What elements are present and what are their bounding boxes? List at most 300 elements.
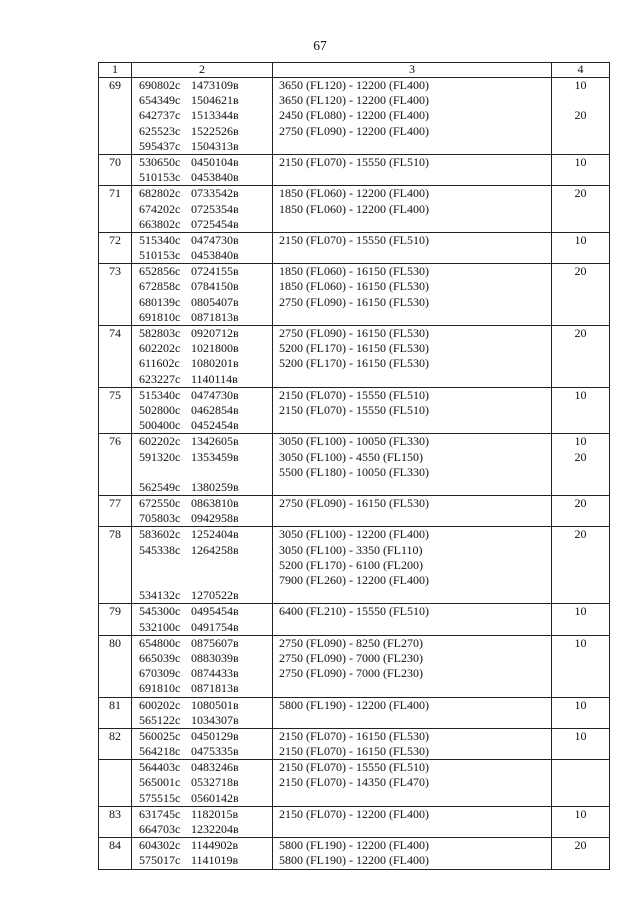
altitude-range: 3050 (FL100) - 12200 (FL400) bbox=[279, 527, 429, 542]
altitude-range-cell bbox=[273, 154, 552, 185]
longitude: 0871813в bbox=[191, 681, 239, 696]
table-body bbox=[99, 78, 610, 870]
longitude: 1504621в bbox=[191, 93, 239, 108]
altitude-range-cell bbox=[273, 326, 552, 388]
coordinate-line bbox=[132, 496, 272, 511]
longitude: 1380259в bbox=[191, 479, 239, 494]
altitude-range-cell bbox=[273, 434, 552, 496]
row-number: 81 bbox=[109, 697, 121, 712]
value: 10 bbox=[574, 434, 587, 449]
coordinate-line bbox=[132, 666, 272, 681]
row-number: 80 bbox=[109, 635, 121, 650]
value: 10 bbox=[574, 232, 587, 247]
latitude: 623227с bbox=[139, 371, 181, 386]
value: 10 bbox=[574, 728, 587, 743]
value-cell bbox=[552, 232, 610, 263]
longitude: 0453840в bbox=[191, 170, 239, 185]
coordinates-cell bbox=[132, 604, 273, 635]
coordinate-line bbox=[132, 341, 272, 356]
row-number-cell bbox=[99, 496, 132, 527]
row-number-cell bbox=[99, 78, 132, 155]
value-cell bbox=[552, 527, 610, 604]
table-row bbox=[99, 78, 610, 155]
table-row bbox=[99, 186, 610, 233]
altitude-range: 2750 (FL090) - 7000 (FL230) bbox=[279, 650, 423, 665]
altitude-range: 2150 (FL070) - 16150 (FL530) bbox=[279, 728, 429, 743]
latitude: 672858с bbox=[139, 279, 181, 294]
latitude: 564403с bbox=[139, 760, 181, 775]
row-number-cell bbox=[99, 387, 132, 434]
value-cell bbox=[552, 806, 610, 837]
altitude-range-cell bbox=[273, 604, 552, 635]
latitude: 560025с bbox=[139, 728, 181, 743]
value: 20 bbox=[574, 838, 587, 853]
row-number: 71 bbox=[109, 186, 121, 201]
value-cell bbox=[552, 387, 610, 434]
table-row bbox=[99, 232, 610, 263]
latitude: 625523с bbox=[139, 123, 181, 138]
altitude-range-cell bbox=[273, 387, 552, 434]
value-cell bbox=[552, 264, 610, 326]
altitude-range: 6400 (FL210) - 15550 (FL510) bbox=[279, 604, 429, 619]
altitude-range: 5200 (FL170) - 6100 (FL200) bbox=[279, 557, 423, 572]
latitude: 534132с bbox=[139, 588, 181, 603]
latitude: 532100с bbox=[139, 619, 181, 634]
longitude: 0495454в bbox=[191, 604, 239, 619]
value: 10 bbox=[574, 78, 587, 92]
header-col-4: 4 bbox=[552, 63, 610, 78]
altitude-range: 2150 (FL070) - 14350 (FL470) bbox=[279, 775, 429, 790]
latitude: 631745с bbox=[139, 806, 181, 821]
latitude: 545338с bbox=[139, 542, 181, 557]
value: 10 bbox=[574, 635, 587, 650]
latitude: 502800с bbox=[139, 402, 181, 417]
coordinate-line bbox=[132, 681, 272, 696]
coordinates-cell bbox=[132, 728, 273, 759]
row-number: 83 bbox=[109, 806, 121, 821]
longitude: 0883039в bbox=[191, 650, 239, 665]
table-row bbox=[99, 728, 610, 759]
coordinate-line bbox=[132, 356, 272, 371]
row-number-cell bbox=[99, 728, 132, 759]
longitude: 1080501в bbox=[191, 697, 239, 712]
row-number-cell bbox=[99, 697, 132, 728]
altitude-range-cell bbox=[273, 728, 552, 759]
value: 20 bbox=[574, 186, 587, 201]
coordinate-line bbox=[132, 264, 272, 279]
coordinate-line bbox=[132, 807, 272, 822]
altitude-range-cell bbox=[273, 78, 552, 155]
value: 10 bbox=[574, 604, 587, 619]
coordinate-line bbox=[132, 791, 272, 806]
value: 10 bbox=[574, 387, 587, 402]
coordinate-line bbox=[132, 155, 272, 170]
altitude-range: 2150 (FL070) - 15550 (FL510) bbox=[279, 154, 429, 169]
coordinates-cell bbox=[132, 697, 273, 728]
longitude: 1264258в bbox=[191, 542, 239, 557]
latitude: 500400с bbox=[139, 418, 181, 433]
altitude-range: 5500 (FL180) - 10050 (FL330) bbox=[279, 464, 429, 479]
value: 20 bbox=[574, 527, 587, 542]
altitude-range-cell bbox=[273, 760, 552, 807]
coordinate-line bbox=[132, 124, 272, 139]
row-number bbox=[99, 760, 131, 775]
latitude: 565001с bbox=[139, 775, 181, 790]
longitude: 0874433в bbox=[191, 666, 239, 681]
latitude: 642737с bbox=[139, 108, 181, 123]
longitude: 0450129в bbox=[191, 728, 239, 743]
coordinates-cell bbox=[132, 838, 273, 869]
longitude: 0733542в bbox=[191, 186, 239, 201]
coordinate-line bbox=[132, 310, 272, 325]
row-number: 78 bbox=[109, 527, 121, 542]
row-number-cell bbox=[99, 186, 132, 233]
longitude: 0450104в bbox=[191, 154, 239, 169]
longitude: 0863810в bbox=[191, 496, 239, 511]
value-cell bbox=[552, 697, 610, 728]
altitude-range: 2150 (FL070) - 16150 (FL530) bbox=[279, 744, 429, 759]
altitude-range: 1850 (FL060) - 16150 (FL530) bbox=[279, 264, 429, 279]
coordinate-line bbox=[132, 372, 272, 387]
altitude-range: 5800 (FL190) - 12200 (FL400) bbox=[279, 838, 429, 853]
longitude: 0462854в bbox=[191, 402, 239, 417]
value-cell bbox=[552, 604, 610, 635]
altitude-range: 5200 (FL170) - 16150 (FL530) bbox=[279, 341, 429, 356]
coordinate-line bbox=[132, 822, 272, 837]
altitude-range: 2150 (FL070) - 15550 (FL510) bbox=[279, 402, 429, 417]
coordinate-line bbox=[132, 108, 272, 123]
latitude: 583602с bbox=[139, 527, 181, 542]
coordinates-cell bbox=[132, 434, 273, 496]
altitude-range: 1850 (FL060) - 12200 (FL400) bbox=[279, 201, 429, 216]
header-col-1: 1 bbox=[99, 63, 132, 78]
value-cell bbox=[552, 635, 610, 697]
coordinate-line bbox=[132, 295, 272, 310]
longitude: 1021800в bbox=[191, 341, 239, 356]
longitude: 0805407в bbox=[191, 294, 239, 309]
coordinates-cell bbox=[132, 760, 273, 807]
longitude: 0491754в bbox=[191, 619, 239, 634]
row-number: 69 bbox=[109, 78, 121, 92]
longitude: 1522526в bbox=[191, 123, 239, 138]
row-number-cell bbox=[99, 264, 132, 326]
row-number: 82 bbox=[109, 728, 121, 743]
latitude: 530650с bbox=[139, 154, 181, 169]
latitude: 652856с bbox=[139, 264, 181, 279]
value-cell bbox=[552, 326, 610, 388]
latitude: 654349с bbox=[139, 93, 181, 108]
coordinate-line bbox=[132, 511, 272, 526]
coordinate-line bbox=[132, 217, 272, 232]
coordinate-line bbox=[132, 434, 272, 449]
altitude-range: 3050 (FL100) - 10050 (FL330) bbox=[279, 434, 429, 449]
altitude-range: 2150 (FL070) - 15550 (FL510) bbox=[279, 232, 429, 247]
altitude-range: 5800 (FL190) - 12200 (FL400) bbox=[279, 853, 429, 868]
row-number-cell bbox=[99, 154, 132, 185]
longitude: 1034307в bbox=[191, 712, 239, 727]
coordinate-line bbox=[132, 403, 272, 418]
longitude: 0483246в bbox=[191, 760, 239, 775]
altitude-range: 2750 (FL090) - 16150 (FL530) bbox=[279, 326, 429, 340]
row-number: 75 bbox=[109, 387, 121, 402]
table-row bbox=[99, 387, 610, 434]
row-number-cell bbox=[99, 635, 132, 697]
value: 20 bbox=[574, 108, 587, 123]
latitude: 670309с bbox=[139, 666, 181, 681]
latitude: 654800с bbox=[139, 635, 181, 650]
coordinates-cell bbox=[132, 635, 273, 697]
value-cell bbox=[552, 434, 610, 496]
longitude: 1353459в bbox=[191, 449, 239, 464]
latitude: 515340с bbox=[139, 232, 181, 247]
altitude-range: 3050 (FL100) - 4550 (FL150) bbox=[279, 449, 423, 464]
coordinate-line bbox=[132, 326, 272, 341]
latitude: 680139с bbox=[139, 294, 181, 309]
value: 20 bbox=[574, 264, 587, 279]
coordinates-cell bbox=[132, 264, 273, 326]
longitude: 0724155в bbox=[191, 264, 239, 279]
altitude-range-cell bbox=[273, 635, 552, 697]
longitude: 0871813в bbox=[191, 309, 239, 324]
longitude: 1182015в bbox=[191, 806, 239, 821]
longitude: 1342605в bbox=[191, 434, 239, 449]
value bbox=[552, 93, 609, 108]
row-number: 76 bbox=[109, 434, 121, 449]
latitude: 604302с bbox=[139, 838, 181, 853]
row-number-cell bbox=[99, 434, 132, 496]
altitude-range: 1850 (FL060) - 16150 (FL530) bbox=[279, 279, 429, 294]
altitude-range-cell bbox=[273, 232, 552, 263]
coordinate-line bbox=[132, 186, 272, 201]
longitude: 0453840в bbox=[191, 248, 239, 263]
altitude-range: 2750 (FL090) - 16150 (FL530) bbox=[279, 496, 429, 511]
coordinates-cell bbox=[132, 527, 273, 604]
longitude: 0532718в bbox=[191, 775, 239, 790]
coordinate-line bbox=[132, 588, 272, 603]
coordinate-line bbox=[132, 636, 272, 651]
row-number-cell bbox=[99, 326, 132, 388]
latitude: 510153с bbox=[139, 170, 181, 185]
altitude-range: 3050 (FL100) - 3350 (FL110) bbox=[279, 542, 423, 557]
latitude: 565122с bbox=[139, 712, 181, 727]
latitude: 515340с bbox=[139, 387, 181, 402]
altitude-range: 2150 (FL070) - 15550 (FL510) bbox=[279, 387, 429, 402]
table-row bbox=[99, 154, 610, 185]
table-row bbox=[99, 635, 610, 697]
table-row bbox=[99, 434, 610, 496]
longitude: 1252404в bbox=[191, 527, 239, 542]
longitude: 0725454в bbox=[191, 216, 239, 231]
coordinate-line bbox=[132, 202, 272, 217]
coordinates-cell bbox=[132, 186, 273, 233]
row-number-cell bbox=[99, 232, 132, 263]
latitude: 690802с bbox=[139, 78, 181, 92]
coordinates-cell bbox=[132, 154, 273, 185]
coordinate-line bbox=[132, 838, 272, 853]
coordinate-line bbox=[132, 744, 272, 759]
value-cell bbox=[552, 78, 610, 155]
coordinate-line bbox=[132, 465, 272, 480]
altitude-range: 1850 (FL060) - 12200 (FL400) bbox=[279, 186, 429, 201]
coordinates-cell bbox=[132, 496, 273, 527]
value: 20 bbox=[574, 326, 587, 340]
coordinate-line bbox=[132, 853, 272, 868]
value-cell bbox=[552, 728, 610, 759]
longitude: 0475335в bbox=[191, 744, 239, 759]
row-number: 79 bbox=[109, 604, 121, 619]
altitude-range: 5200 (FL170) - 16150 (FL530) bbox=[279, 356, 429, 371]
coordinate-line bbox=[132, 527, 272, 542]
coordinate-line bbox=[132, 170, 272, 185]
value-cell bbox=[552, 760, 610, 807]
coordinate-line bbox=[132, 713, 272, 728]
coordinate-line bbox=[132, 480, 272, 495]
value bbox=[552, 760, 609, 775]
latitude: 575515с bbox=[139, 790, 181, 805]
value-cell bbox=[552, 154, 610, 185]
latitude: 665039с bbox=[139, 650, 181, 665]
row-number-cell bbox=[99, 760, 132, 807]
altitude-range: 2150 (FL070) - 15550 (FL510) bbox=[279, 760, 429, 775]
longitude: 0784150в bbox=[191, 279, 239, 294]
longitude: 1473109в bbox=[191, 78, 239, 92]
altitude-range: 7900 (FL260) - 12200 (FL400) bbox=[279, 573, 429, 587]
value: 10 bbox=[574, 154, 587, 169]
coordinates-cell bbox=[132, 387, 273, 434]
latitude: 602202с bbox=[139, 341, 181, 356]
longitude: 0474730в bbox=[191, 232, 239, 247]
altitude-range: 3650 (FL120) - 12200 (FL400) bbox=[279, 93, 429, 108]
altitude-range: 2750 (FL090) - 8250 (FL270) bbox=[279, 635, 423, 650]
page-number: 67 bbox=[313, 38, 327, 53]
coordinate-line bbox=[132, 573, 272, 588]
value-cell bbox=[552, 496, 610, 527]
coordinate-line bbox=[132, 698, 272, 713]
latitude: 591320с bbox=[139, 449, 181, 464]
altitude-range-cell bbox=[273, 838, 552, 869]
coordinate-line bbox=[132, 729, 272, 744]
altitude-range-cell bbox=[273, 264, 552, 326]
coordinate-line bbox=[132, 279, 272, 294]
altitude-range-cell bbox=[273, 806, 552, 837]
coordinate-line bbox=[132, 78, 272, 93]
coordinate-line bbox=[132, 233, 272, 248]
row-number-cell bbox=[99, 527, 132, 604]
longitude: 1270522в bbox=[191, 588, 239, 603]
altitude-range: 2750 (FL090) - 7000 (FL230) bbox=[279, 666, 423, 681]
header-col-3: 3 bbox=[273, 63, 552, 78]
coordinates-cell bbox=[132, 78, 273, 155]
coordinate-line bbox=[132, 248, 272, 263]
longitude: 0725354в bbox=[191, 201, 239, 216]
coordinate-line bbox=[132, 775, 272, 790]
value: 10 bbox=[574, 806, 587, 821]
value: 20 bbox=[574, 449, 587, 464]
longitude: 0875607в bbox=[191, 635, 239, 650]
latitude: 691810с bbox=[139, 309, 181, 324]
latitude: 682802с bbox=[139, 186, 181, 201]
coordinate-line bbox=[132, 604, 272, 619]
coordinate-line bbox=[132, 620, 272, 635]
coordinates-cell bbox=[132, 326, 273, 388]
altitude-range: 5800 (FL190) - 12200 (FL400) bbox=[279, 697, 429, 712]
altitude-range-cell bbox=[273, 496, 552, 527]
document-table bbox=[98, 62, 610, 870]
latitude: 595437с bbox=[139, 138, 181, 153]
latitude: 705803с bbox=[139, 511, 181, 526]
value: 20 bbox=[574, 496, 587, 511]
latitude: 582803с bbox=[139, 326, 181, 340]
latitude: 562549с bbox=[139, 479, 181, 494]
longitude: 1144902в bbox=[191, 838, 239, 853]
coordinate-line bbox=[132, 760, 272, 775]
coordinates-cell bbox=[132, 806, 273, 837]
coordinate-line bbox=[132, 543, 272, 558]
longitude: 1504313в bbox=[191, 138, 239, 153]
table-row bbox=[99, 838, 610, 869]
coordinates-cell bbox=[132, 232, 273, 263]
table-row bbox=[99, 326, 610, 388]
longitude: 1080201в bbox=[191, 356, 239, 371]
coordinate-line bbox=[132, 418, 272, 433]
header-col-2: 2 bbox=[132, 63, 273, 78]
longitude: 1513344в bbox=[191, 108, 239, 123]
altitude-range-cell bbox=[273, 697, 552, 728]
value-cell bbox=[552, 838, 610, 869]
coordinate-line bbox=[132, 139, 272, 154]
latitude: 510153с bbox=[139, 248, 181, 263]
value: 10 bbox=[574, 697, 587, 712]
coordinate-line bbox=[132, 388, 272, 403]
altitude-range: 2750 (FL090) - 12200 (FL400) bbox=[279, 123, 429, 138]
table-row bbox=[99, 604, 610, 635]
row-number: 74 bbox=[109, 326, 121, 340]
latitude: 575017с bbox=[139, 853, 181, 868]
row-number: 73 bbox=[109, 264, 121, 279]
row-number-cell bbox=[99, 806, 132, 837]
table-row bbox=[99, 264, 610, 326]
longitude: 0942958в bbox=[191, 511, 239, 526]
row-number-cell bbox=[99, 838, 132, 869]
row-number: 84 bbox=[109, 838, 121, 853]
header-row bbox=[99, 63, 610, 78]
longitude: 0452454в bbox=[191, 418, 239, 433]
longitude: 1232204в bbox=[191, 822, 239, 836]
coordinate-line bbox=[132, 651, 272, 666]
latitude: 602202с bbox=[139, 434, 181, 449]
altitude-range: 2150 (FL070) - 12200 (FL400) bbox=[279, 806, 429, 821]
row-number: 70 bbox=[109, 154, 121, 169]
altitude-range-cell bbox=[273, 527, 552, 604]
longitude: 0920712в bbox=[191, 326, 239, 340]
longitude: 1141019в bbox=[191, 853, 239, 868]
latitude: 564218с bbox=[139, 744, 181, 759]
table-row bbox=[99, 760, 610, 807]
row-number: 72 bbox=[109, 232, 121, 247]
latitude: 691810с bbox=[139, 681, 181, 696]
coordinate-line bbox=[132, 450, 272, 465]
table-row bbox=[99, 496, 610, 527]
latitude: 611602с bbox=[139, 356, 180, 371]
latitude: 664703с bbox=[139, 822, 181, 836]
latitude: 545300с bbox=[139, 604, 181, 619]
longitude: 1140114в bbox=[191, 371, 238, 386]
coordinate-line bbox=[132, 558, 272, 573]
table-row bbox=[99, 806, 610, 837]
altitude-range: 2750 (FL090) - 16150 (FL530) bbox=[279, 294, 429, 309]
latitude: 663802с bbox=[139, 216, 181, 231]
table-row bbox=[99, 527, 610, 604]
